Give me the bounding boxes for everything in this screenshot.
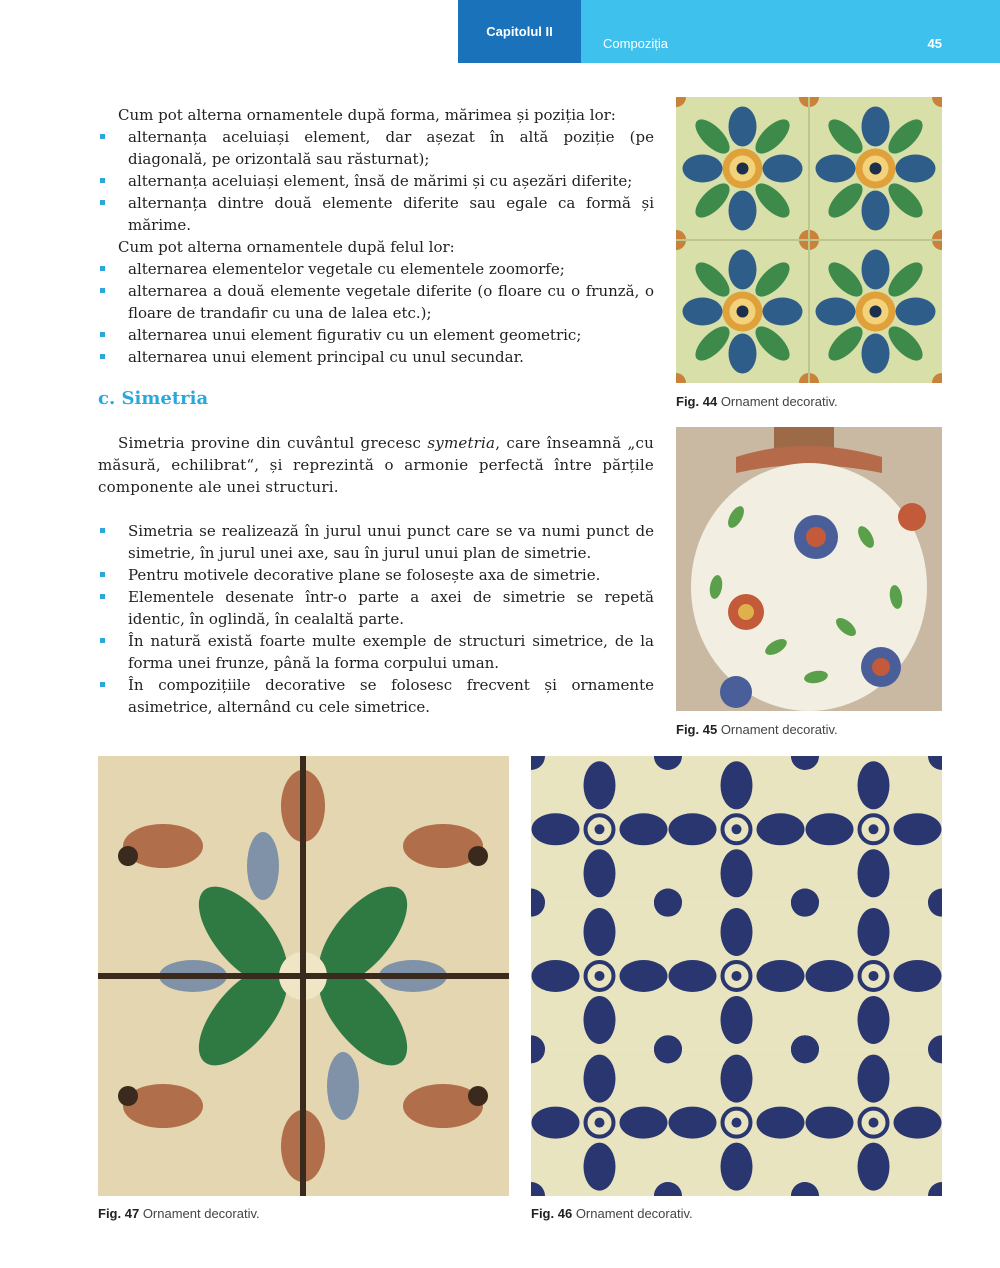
greek-term: symetria — [427, 434, 496, 452]
fig47-caption — [98, 1206, 260, 1222]
fig-label: Fig. 46 — [531, 1206, 573, 1221]
page-number: 45 — [927, 36, 942, 51]
fig-label: Fig. 45 — [676, 722, 718, 737]
list-item: alternarea a două elemente vegetale diferite (o floare cu o frunză, o floare de trandafir cu una de lalea etc.); — [98, 280, 654, 324]
list-item: alternarea unui element principal cu unul secundar. — [98, 346, 654, 368]
symmetry-definition — [98, 432, 654, 498]
list-item: alternanța aceluiași element, dar așezat în altă poziție (pe diagonală, pe orizontală sau răsturnat); — [98, 126, 654, 170]
list-item: alternanța aceluiași element, însă de mărimi și cu așezări diferite; — [98, 170, 654, 192]
fig45-caption — [676, 722, 838, 738]
list-item: Simetria se realizează în jurul unui punct care se va numi punct de simetrie, în jurul unei axe, sau în jurul unui plan de simetrie. — [98, 520, 654, 564]
block1-intro: Cum pot alterna ornamentele după forma, mărimea și poziția lor: — [118, 106, 616, 124]
block-type-alternation — [98, 236, 654, 368]
block-form-alternation — [98, 104, 654, 236]
symmetry-paragraph — [98, 432, 654, 498]
list-item: În compozițiile decorative se folosesc frecvent și ornamente asimetrice, alternând cu cele simetrice. — [98, 674, 654, 718]
fig47-image — [98, 756, 509, 1196]
block2-intro: Cum pot alterna ornamentele după felul lor: — [118, 238, 455, 256]
block1-list — [98, 126, 654, 236]
chapter-tab — [458, 0, 581, 63]
symmetry-list-block — [98, 520, 654, 718]
list-item: alternarea elementelor vegetale cu elementele zoomorfe; — [98, 258, 654, 280]
fig-label: Fig. 44 — [676, 394, 718, 409]
fig45-image — [676, 427, 942, 711]
fig-label: Fig. 47 — [98, 1206, 140, 1221]
list-item: Pentru motivele decorative plane se folosește axa de simetrie. — [98, 564, 654, 586]
list-item: alternarea unui element figurativ cu un element geometric; — [98, 324, 654, 346]
section-heading: c. Simetria — [98, 388, 209, 409]
fig-caption-text: Ornament decorativ. — [720, 394, 838, 409]
fig44-image — [676, 97, 942, 383]
chapter-label: Capitolul II — [486, 24, 553, 39]
fig-caption-text: Ornament decorativ. — [142, 1206, 260, 1221]
fig-caption-text: Ornament decorativ. — [720, 722, 838, 737]
symmetry-list — [98, 520, 654, 718]
list-item: alternanța dintre două elemente diferite sau egale ca formă și mărime. — [98, 192, 654, 236]
fig-caption-text: Ornament decorativ. — [575, 1206, 693, 1221]
para-text: Simetria provine din cuvântul grecesc — [118, 434, 428, 452]
section-label: Compoziția — [603, 36, 669, 51]
section-bar — [581, 0, 1000, 63]
para-text: , care înseamnă „cu măsură, echilibrat“, și reprezintă o armonie perfectă între părțile componente ale unei structuri. — [98, 434, 654, 496]
block2-list — [98, 258, 654, 368]
fig46-image — [531, 756, 942, 1196]
fig46-caption — [531, 1206, 693, 1222]
list-item: Elementele desenate într-o parte a axei de simetrie se repetă identic, în oglindă, în cealaltă parte. — [98, 586, 654, 630]
list-item: În natură există foarte multe exemple de structuri simetrice, de la forma unei frunze, până la forma corpului uman. — [98, 630, 654, 674]
fig44-caption — [676, 394, 838, 410]
